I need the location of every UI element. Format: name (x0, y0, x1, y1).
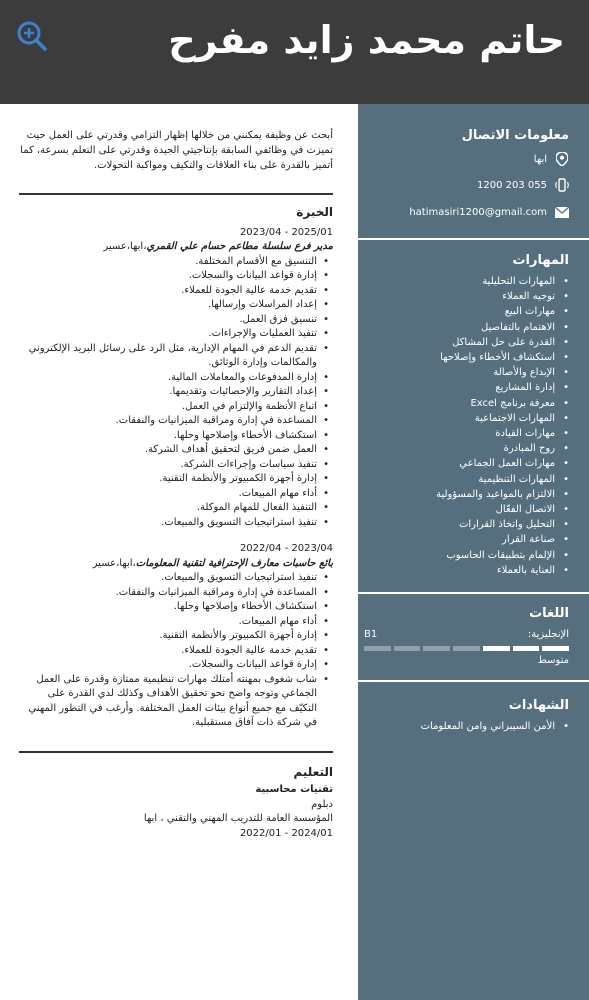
language-level-segment (542, 646, 569, 651)
experience-title: الخبرة (296, 205, 333, 219)
language-level-text: متوسط (537, 655, 569, 667)
duty-item: • إدارة أجهزة الكمبيوتر والأنظمة التقنية. (19, 629, 329, 644)
header (0, 0, 589, 104)
zoom-in-icon[interactable] (16, 20, 48, 52)
duty-item: • إعداد التقارير والإحصائيات وتقديمها. (19, 385, 329, 400)
sidebar (358, 104, 589, 1000)
contact-city (358, 149, 589, 169)
skills-title: المهارات (512, 253, 569, 268)
city-value: ابها (533, 153, 547, 165)
skill-item: • صناعة القرار (368, 532, 569, 547)
contact-email (358, 202, 589, 222)
skill-item: • العناية بالعملاء (368, 563, 569, 578)
language-row (358, 629, 589, 640)
language-level-segment (423, 646, 450, 651)
skill-item: • المهارات التنظيمية (368, 472, 569, 487)
main-content (19, 128, 333, 841)
skill-item: • روح المبادرة (368, 441, 569, 456)
language-level-segment (364, 646, 391, 651)
location-icon (555, 152, 569, 166)
duties-list (19, 571, 333, 731)
duty-item: • المساعدة في إدارة ومراقبة الميزانيات والنفقات. (19, 414, 329, 429)
mail-icon (555, 205, 569, 219)
skill-item: • مهارات البيع (368, 304, 569, 319)
duty-item: • تنفيذ العمليات والإجراءات. (19, 327, 329, 342)
duty-item: • استكشاف الأخطاء وإصلاحها وحلها. (19, 429, 329, 444)
skill-item: • المهارات التحليلية (368, 274, 569, 289)
duty-item: • التنسيق مع الأقسام المختلفة. (19, 255, 329, 270)
education-title: التعليم (293, 764, 333, 779)
skills-list (358, 274, 589, 578)
languages-title: اللغات (529, 606, 569, 622)
job-date: 2022/04 - 2023/04 (239, 543, 333, 554)
duty-item: • العمل ضمن فريق لتحقيق أهداف الشركة. (19, 443, 329, 458)
duty-item: • المساعدة في إدارة ومراقبة الميزانيات والنفقات. (19, 586, 329, 601)
job-title: مدير فرع سلسلة مطاعم حسام علي القمري (146, 241, 333, 252)
duty-item: • أداء مهام المبيعات. (19, 615, 329, 630)
skill-item: • استكشاف الأخطاء وإصلاحها (368, 350, 569, 365)
skill-item: • توجيه العملاء (368, 289, 569, 304)
job-location: ،ابها،عسير (103, 241, 147, 252)
language-level-segment (513, 646, 540, 651)
skill-item: • الإبداع والأصالة (368, 365, 569, 380)
email-value[interactable]: hatimasiri1200@gmail.com (409, 206, 547, 218)
job-entry (19, 226, 333, 531)
skill-item: • مهارات العمل الجماعي (368, 456, 569, 471)
skill-item: • الاهتمام بالتفاصيل (368, 320, 569, 335)
candidate-name: حاتم محمد زايد مفرح (168, 18, 565, 62)
duty-item: • شاب شغوف بمهنته أمتلك مهارات تنظيمية ممتازة وقدرة على العمل الجماعي وتوجه واضح نحو تحقيق الأهداف وكذلك لدي القدرة على التكيّف مع جميع أنواع بيئات العمل المختلفة. وأرغب في التطور المهني في شركة ذات آفاق مستقبلية. (19, 673, 329, 731)
edu-type: دبلوم (311, 798, 333, 810)
contact-title: معلومات الاتصال (461, 128, 569, 143)
skill-item: • القدرة على حل المشاكل (368, 335, 569, 350)
job-header (19, 240, 333, 255)
language-name: الإنجليزية: (527, 629, 569, 641)
language-level-segment (483, 646, 510, 651)
certs-list (358, 719, 589, 734)
duty-item: • تقديم خدمة عالية الجودة للعملاء. (19, 644, 329, 659)
duty-item: • التنفيذ الفعال للمهام الموكلة. (19, 501, 329, 516)
skill-item: • الاتصال الفعّال (368, 502, 569, 517)
duty-item: • تنسيق فرق العمل. (19, 313, 329, 328)
duty-item: • تنفيذ استراتيجيات التسويق والمبيعات. (19, 516, 329, 531)
duty-item: • إدارة قواعد البيانات والسجلات. (19, 658, 329, 673)
duties-list (19, 255, 333, 531)
skill-item: • الإلمام بتطبيقات الحاسوب (368, 548, 569, 563)
skill-item: • المهارات الاجتماعية (368, 411, 569, 426)
phone-value: 1200 203 055 (477, 179, 547, 191)
skill-item: • إدارة المشاريع (368, 380, 569, 395)
duty-item: • اتباع الأنظمة والإلتزام في العمل. (19, 400, 329, 415)
duty-item: • تقديم خدمة عالية الجودة للعملاء. (19, 284, 329, 299)
certs-title: الشهادات (508, 698, 569, 714)
job-title: بائع حاسبات معارف الإحترافية لتقنية المعلومات (135, 557, 333, 569)
language-level-segment (453, 646, 480, 651)
job-location: ،ابها،عسير (92, 557, 136, 569)
skill-item: • الالتزام بالمواعيد والمسؤولية (368, 487, 569, 502)
skill-item: • معرفة برنامج Excel (368, 396, 569, 411)
contact-phone (358, 175, 589, 195)
cert-item: • الأمن السيبراني وامن المعلومات (368, 719, 569, 734)
skill-item: • مهارات القيادة (368, 426, 569, 441)
summary: أبحث عن وظيفة يمكنني من خلالها إظهار التزامي وقدرتي على العمل حيث تميزت في وظائفي السابقة بإنتاجيتي الجيدة وقدرتي على التعلم بسرعة، كما أتميز بالقدرة على بناء العلاقات والتكيف ومواكبة التحولات. (20, 130, 333, 171)
duty-item: • استكشاف الأخطاء وإصلاحها وحلها. (19, 600, 329, 615)
duty-item: • إدارة أجهزة الكمبيوتر والأنظمة التقنية. (19, 472, 329, 487)
duty-item: • إدارة المدفوعات والمعاملات المالية. (19, 371, 329, 386)
duty-item: • تقديم الدعم في المهام الإدارية، مثل الرد على رسائل البريد الإلكتروني والمكالمات وإدارة الوثائق. (19, 342, 329, 371)
job-date: 2023/04 - 2025/01 (239, 226, 333, 238)
job-header (19, 557, 333, 572)
phone-icon (555, 178, 569, 192)
duty-item: • أداء مهام المبيعات. (19, 487, 329, 502)
duty-item: • إعداد المراسلات وإرسالها. (19, 298, 329, 313)
edu-degree: تقنيات محاسبية (255, 784, 333, 795)
edu-date: 2022/01 - 2024/01 (239, 827, 333, 839)
duty-item: • تنفيذ سياسات وإجراءات الشركة. (19, 458, 329, 473)
duty-item: • إدارة قواعد البيانات والسجلات. (19, 269, 329, 284)
edu-institution: المؤسسة العامة للتدريب المهني والتقني ، ابها (143, 813, 333, 824)
language-level: B1 (364, 629, 378, 641)
job-entry (19, 542, 333, 731)
language-level-bar (364, 646, 569, 651)
language-level-segment (394, 646, 421, 651)
skill-item: • التحليل واتخاذ القرارات (368, 517, 569, 532)
duty-item: • تنفيذ استراتيجيات التسويق والمبيعات. (19, 571, 329, 586)
